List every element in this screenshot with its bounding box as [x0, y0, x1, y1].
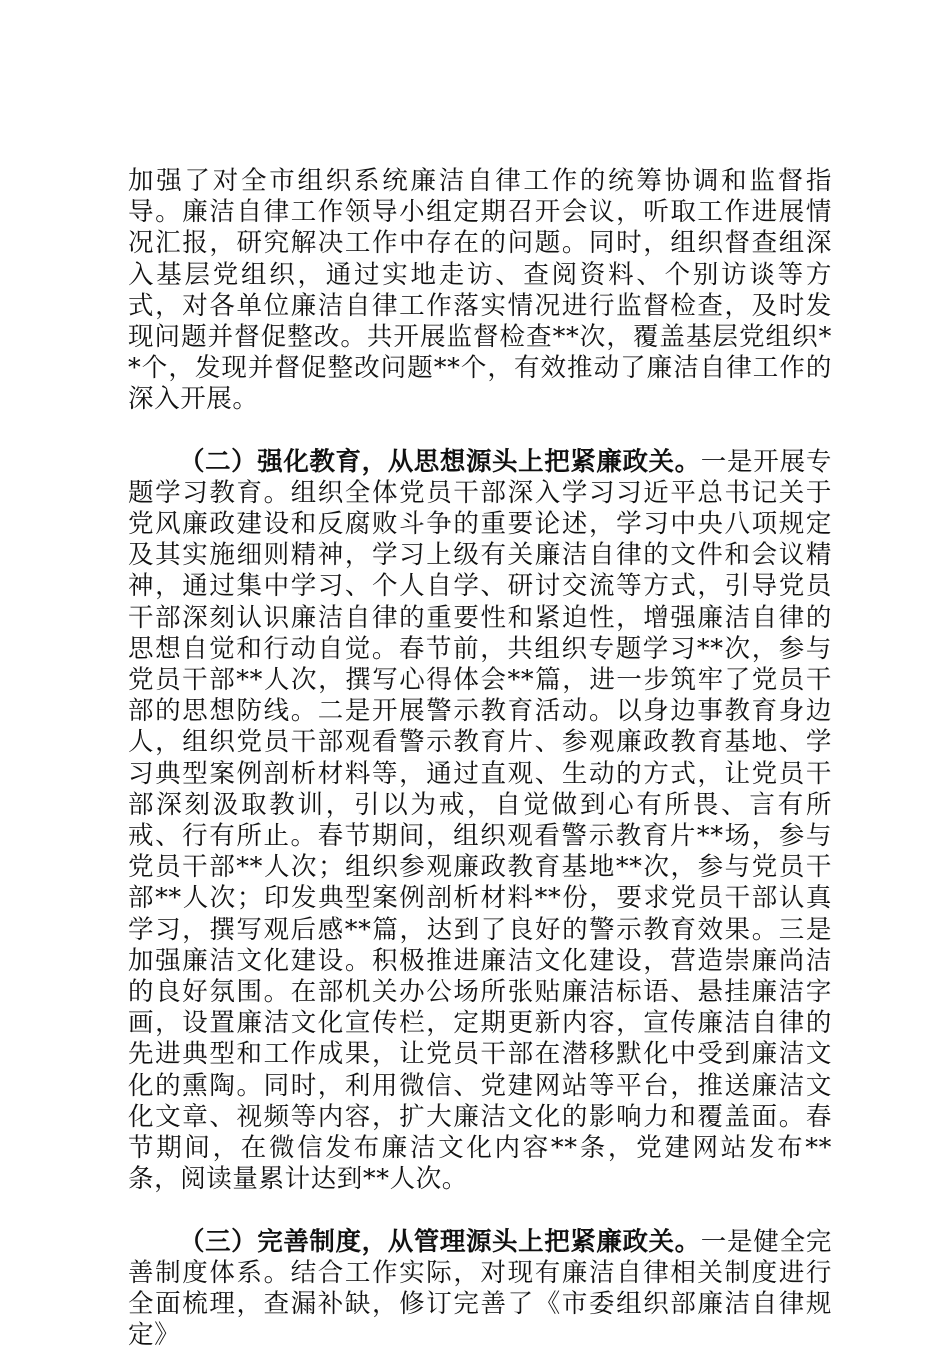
paragraph-strengthen-education	[128, 447, 832, 1196]
paragraph-text: 一是开展专题学习教育。组织全体党员干部深入学习习近平总书记关于党风廉政建设和反腐败斗争的重要论述，学习中央八项规定及其实施细则精神，学习上级有关廉洁自律的文件和会议精神，通过集中学习、个人自学、研讨交流等方式，引导党员干部深刻认识廉洁自律的重要性和紧迫性，增强廉洁自律的思想自觉和行动自觉。春节前，共组织专题学习**次，参与党员干部**人次，撰写心得体会**篇，进一步筑牢了党员干部的思想防线。二是开展警示教育活动。以身边事教育身边人，组织党员干部观看警示教育片、参观廉政教育基地、学习典型案例剖析材料等，通过直观、生动的方式，让党员干部深刻汲取教训，引以为戒，自觉做到心有所畏、言有所戒、行有所止。春节期间，组织观看警示教育片**场，参与党员干部**人次；组织参观廉政教育基地**次，参与党员干部**人次；印发典型案例剖析材料**份，要求党员干部认真学习，撰写观后感**篇，达到了良好的警示教育效果。三是加强廉洁文化建设。积极推进廉洁文化建设，营造崇廉尚洁的良好氛围。在部机关办公场所张贴廉洁标语、悬挂廉洁字画，设置廉洁文化宣传栏，定期更新内容，宣传廉洁自律的先进典型和工作成果，让党员干部在潜移默化中受到廉洁文化的熏陶。同时，利用微信、党建网站等平台，推送廉洁文化文章、视频等内容，扩大廉洁文化的影响力和覆盖面。春节期间，在微信发布廉洁文化内容**条，党建网站发布**条，阅读量累计达到**人次。	[128, 447, 832, 1195]
document-body	[128, 166, 832, 1351]
paragraph-continuation	[128, 166, 832, 416]
paragraph-improve-system	[128, 1227, 832, 1351]
paragraph-text: 一是健全完善制度体系。结合工作实际，对现有廉洁自律相关制度进行全面梳理，查漏补缺，修订完善了《市委组织部廉洁自律规定》	[128, 1227, 832, 1351]
paragraph-text: 加强了对全市组织系统廉洁自律工作的统筹协调和监督指导。廉洁自律工作领导小组定期召开会议，听取工作进展情况汇报，研究解决工作中存在的问题。同时，组织督查组深入基层党组织，通过实地走访、查阅资料、个别访谈等方式，对各单位廉洁自律工作落实情况进行监督检查，及时发现问题并督促整改。共开展监督检查**次，覆盖基层党组织**个，发现并督促整改问题**个，有效推动了廉洁自律工作的深入开展。	[128, 166, 832, 414]
section-heading-three: （三）完善制度，从管理源头上把紧廉政关。	[179, 1227, 701, 1257]
section-heading-two: （二）强化教育，从思想源头上把紧廉政关。	[179, 447, 701, 477]
